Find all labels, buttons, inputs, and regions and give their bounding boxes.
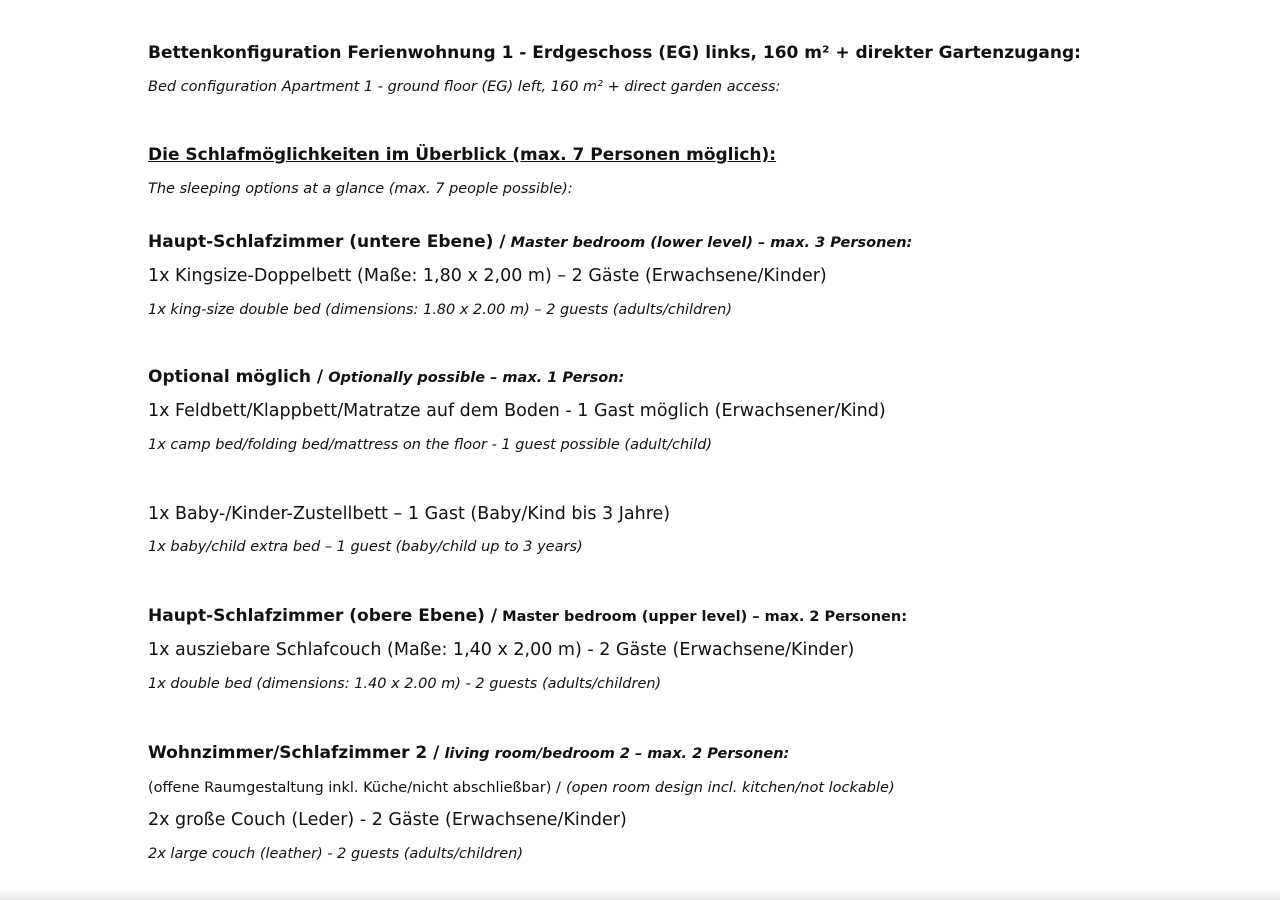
overview-de: Die Schlafmöglichkeiten im Überblick (max. 7 Personen möglich):: [148, 145, 777, 165]
living-bed-de: 2x große Couch (Leder) - 2 Gäste (Erwachsene/Kinder): [148, 810, 627, 830]
optional-heading-de: Optional möglich /: [148, 367, 324, 387]
master-upper-heading-en: Master bedroom (upper level) – max. 2 Personen:: [502, 609, 908, 625]
title-en: Bed configuration Apartment 1 - ground floor (EG) left, 160 m² + direct garden access:: [148, 79, 781, 95]
master-lower-bed-en: 1x king-size double bed (dimensions: 1.80 x 2.00 m) – 2 guests (adults/children): [148, 302, 733, 318]
living-heading-de: Wohnzimmer/Schlafzimmer 2 /: [148, 743, 440, 763]
master-upper-heading-de: Haupt-Schlafzimmer (obere Ebene) /: [148, 606, 498, 626]
baby-bed-en: 1x baby/child extra bed – 1 guest (baby/child up to 3 years): [148, 539, 583, 555]
title-de: Bettenkonfiguration Ferienwohnung 1 - Erdgeschoss (EG) links, 160 m² + direkter Gartenzugang:: [148, 43, 1081, 63]
optional-bed-de: 1x Feldbett/Klappbett/Matratze auf dem Boden - 1 Gast möglich (Erwachsener/Kind): [148, 401, 886, 421]
master-lower-heading-en: Master bedroom (lower level) – max. 3 Personen:: [510, 235, 913, 251]
master-lower-heading-de: Haupt-Schlafzimmer (untere Ebene) /: [148, 232, 506, 252]
living-note: [148, 777, 895, 796]
master-upper-bed-en: 1x double bed (dimensions: 1.40 x 2.00 m) - 2 guests (adults/children): [148, 676, 662, 692]
master-upper-bed-de: 1x ausziebare Schlafcouch (Maße: 1,40 x 2,00 m) - 2 Gäste (Erwachsene/Kinder): [148, 640, 855, 660]
living-note-de: (offene Raumgestaltung inkl. Küche/nicht abschließbar) /: [148, 780, 561, 796]
living-heading: [148, 743, 789, 763]
overview-en: The sleeping options at a glance (max. 7 people possible):: [148, 181, 573, 197]
page-bottom-edge: [0, 886, 1280, 900]
baby-bed-de: 1x Baby-/Kinder-Zustellbett – 1 Gast (Baby/Kind bis 3 Jahre): [148, 504, 671, 524]
master-lower-heading: [148, 232, 912, 252]
optional-heading: [148, 367, 624, 387]
optional-bed-en: 1x camp bed/folding bed/mattress on the floor - 1 guest possible (adult/child): [148, 437, 713, 453]
living-heading-en: living room/bedroom 2 – max. 2 Personen:: [444, 746, 790, 762]
master-lower-bed-de: 1x Kingsize-Doppelbett (Maße: 1,80 x 2,00 m) – 2 Gäste (Erwachsene/Kinder): [148, 266, 827, 286]
optional-heading-en: Optionally possible – max. 1 Person:: [328, 370, 625, 386]
living-bed-en: 2x large couch (leather) - 2 guests (adults/children): [148, 846, 523, 862]
master-upper-heading: [148, 606, 907, 626]
living-note-en: (open room design incl. kitchen/not lockable): [565, 780, 895, 796]
